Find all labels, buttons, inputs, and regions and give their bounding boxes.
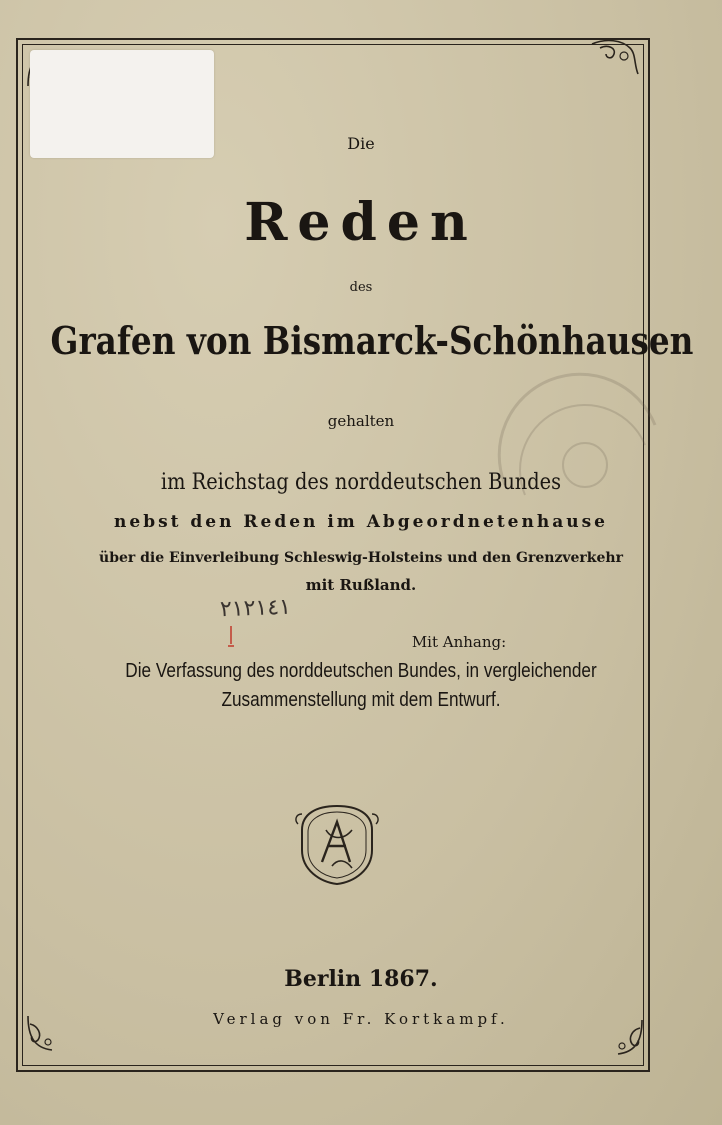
imprint-place-year: Berlin 1867. [284,966,438,992]
imprint-publisher: Verlag von Fr. Kortkampf. [213,1010,509,1028]
appendix-line-1: Die Verfassung des norddeutschen Bundes, in vergleichender [125,660,597,682]
appendix-line-2: Zusammenstellung mit dem Entwurf. [221,689,501,711]
book-title: Reden [244,192,478,253]
line-mit-russland: mit Rußland. [305,576,417,594]
handwritten-note: ٢١٢١٤١ [219,594,292,623]
corner-ornament-top-right-icon [586,34,642,78]
line-reichstag: im Reichstag des norddeutschen Bundes [160,470,562,495]
appendix-label: Mit Anhang: [411,633,507,651]
line-gehalten: gehalten [327,412,395,430]
publisher-monogram-icon [292,800,382,888]
line-des: des [349,280,373,295]
library-stamp-icon [475,365,685,535]
line-die: Die [347,134,375,153]
author-line: Grafen von Bismarck-Schönhausen [50,318,694,363]
line-ueber: über die Einverleibung Schleswig-Holsteins und den Grenzverkehr [99,550,623,566]
line-nebst: nebst den Reden im Abgeordnetenhause [114,512,608,532]
